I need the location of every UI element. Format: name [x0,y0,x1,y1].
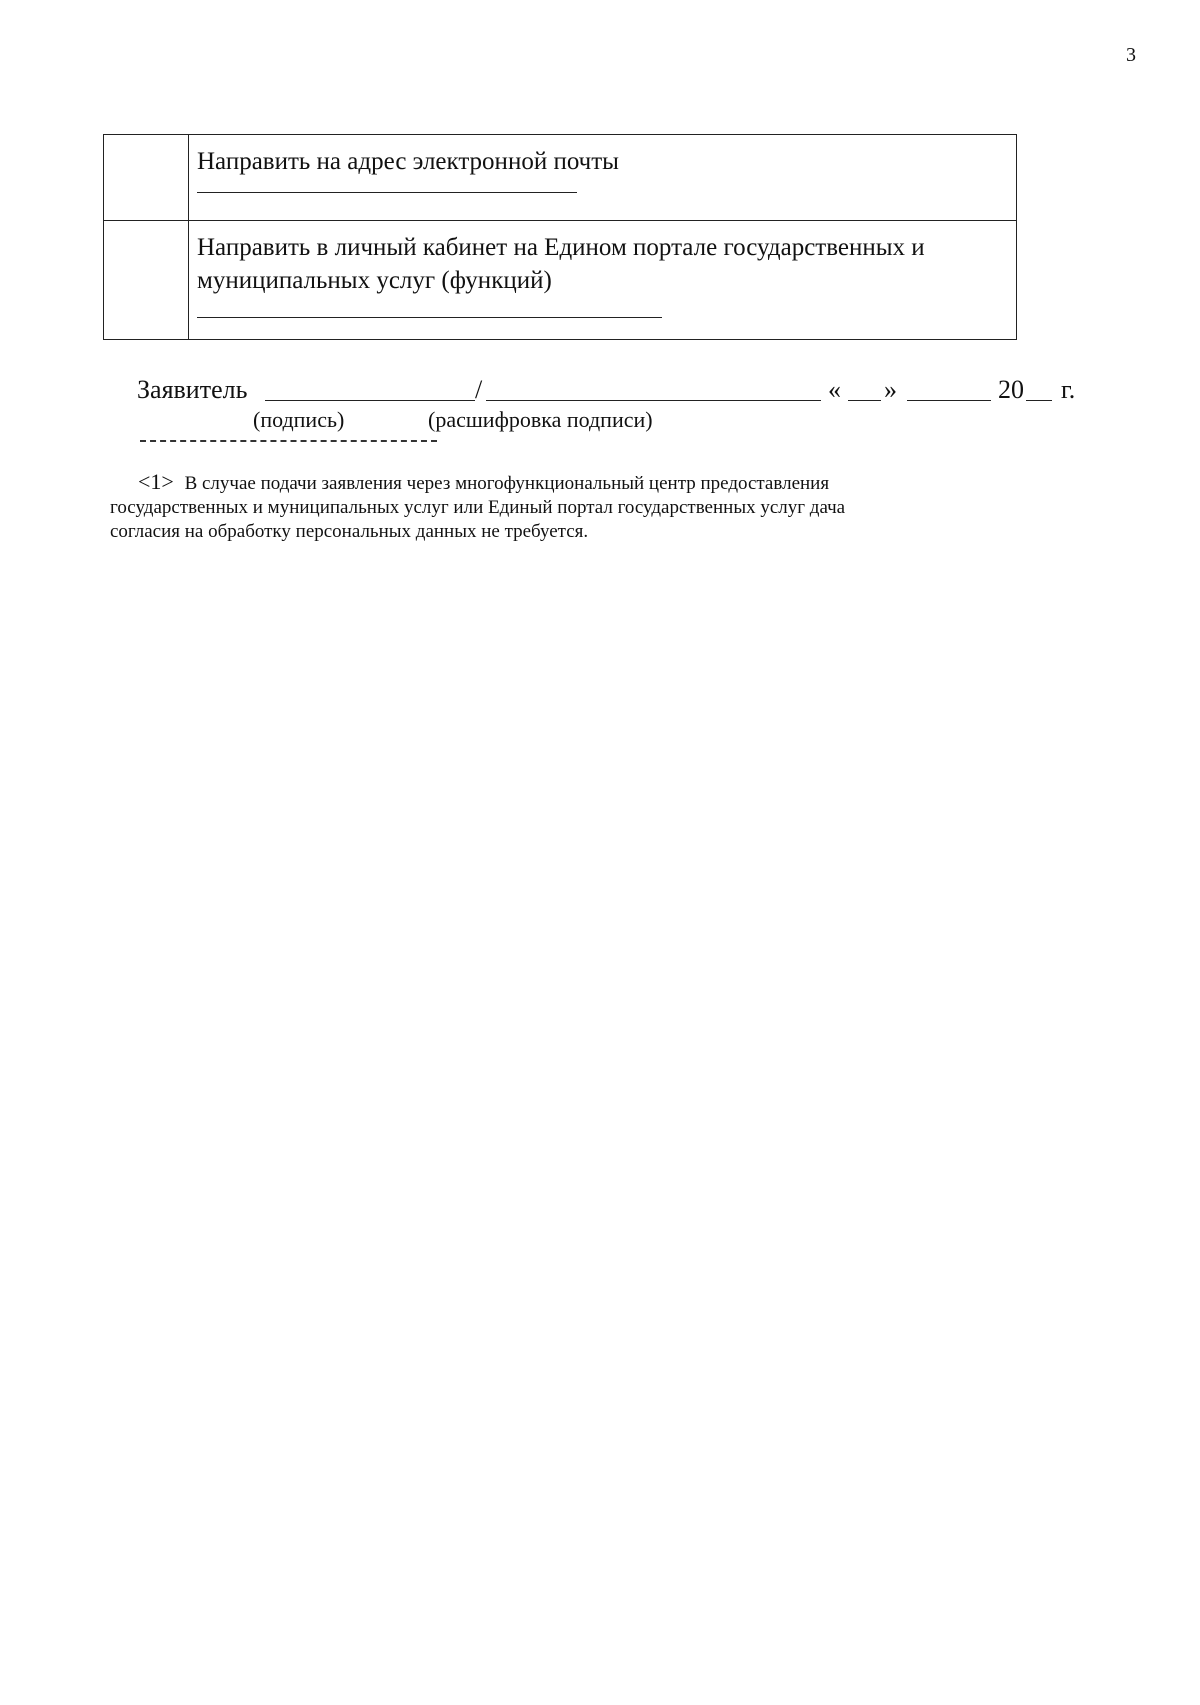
footnote [110,470,910,544]
year-prefix: 20 [998,375,1024,404]
signature-decoding-blank[interactable] [486,372,821,401]
applicant-signature-line [137,372,1082,408]
slash-separator: / [475,375,483,404]
signature-blank[interactable] [265,372,475,401]
option-row-email [104,135,1017,221]
option-label-email: Направить на адрес электронной почты [197,148,619,175]
option-cell-portal [189,221,1017,340]
year-blank[interactable] [1026,372,1052,401]
month-blank[interactable] [907,372,991,401]
portal-fill-line[interactable] [197,297,662,318]
option-row-portal [104,221,1017,340]
page-number: 3 [1126,44,1136,66]
day-blank[interactable] [848,372,881,401]
option-checkbox-portal[interactable] [104,221,189,340]
footnote-divider [140,440,437,442]
option-checkbox-email[interactable] [104,135,189,221]
year-suffix: г. [1061,375,1076,404]
footnote-marker: <1> [138,469,174,494]
quote-close: » [884,375,897,404]
option-cell-email [189,135,1017,221]
option-label-portal: Направить в личный кабинет на Едином портале государственных и муниципальных услуг (функций) [197,234,925,294]
signature-caption: (подпись) [253,407,345,432]
email-fill-line[interactable] [197,178,577,193]
signature-decoding-caption: (расшифровка подписи) [428,407,653,432]
quote-open: « [828,375,841,404]
delivery-options-table [103,134,1017,340]
footnote-text: В случае подачи заявления через многофункциональный центр предоставления государственных и муниципальных услуг или Единый портал государственных услуг дача согласия на обработку персональных данных не требуется. [110,473,846,542]
applicant-label: Заявитель [137,375,248,404]
